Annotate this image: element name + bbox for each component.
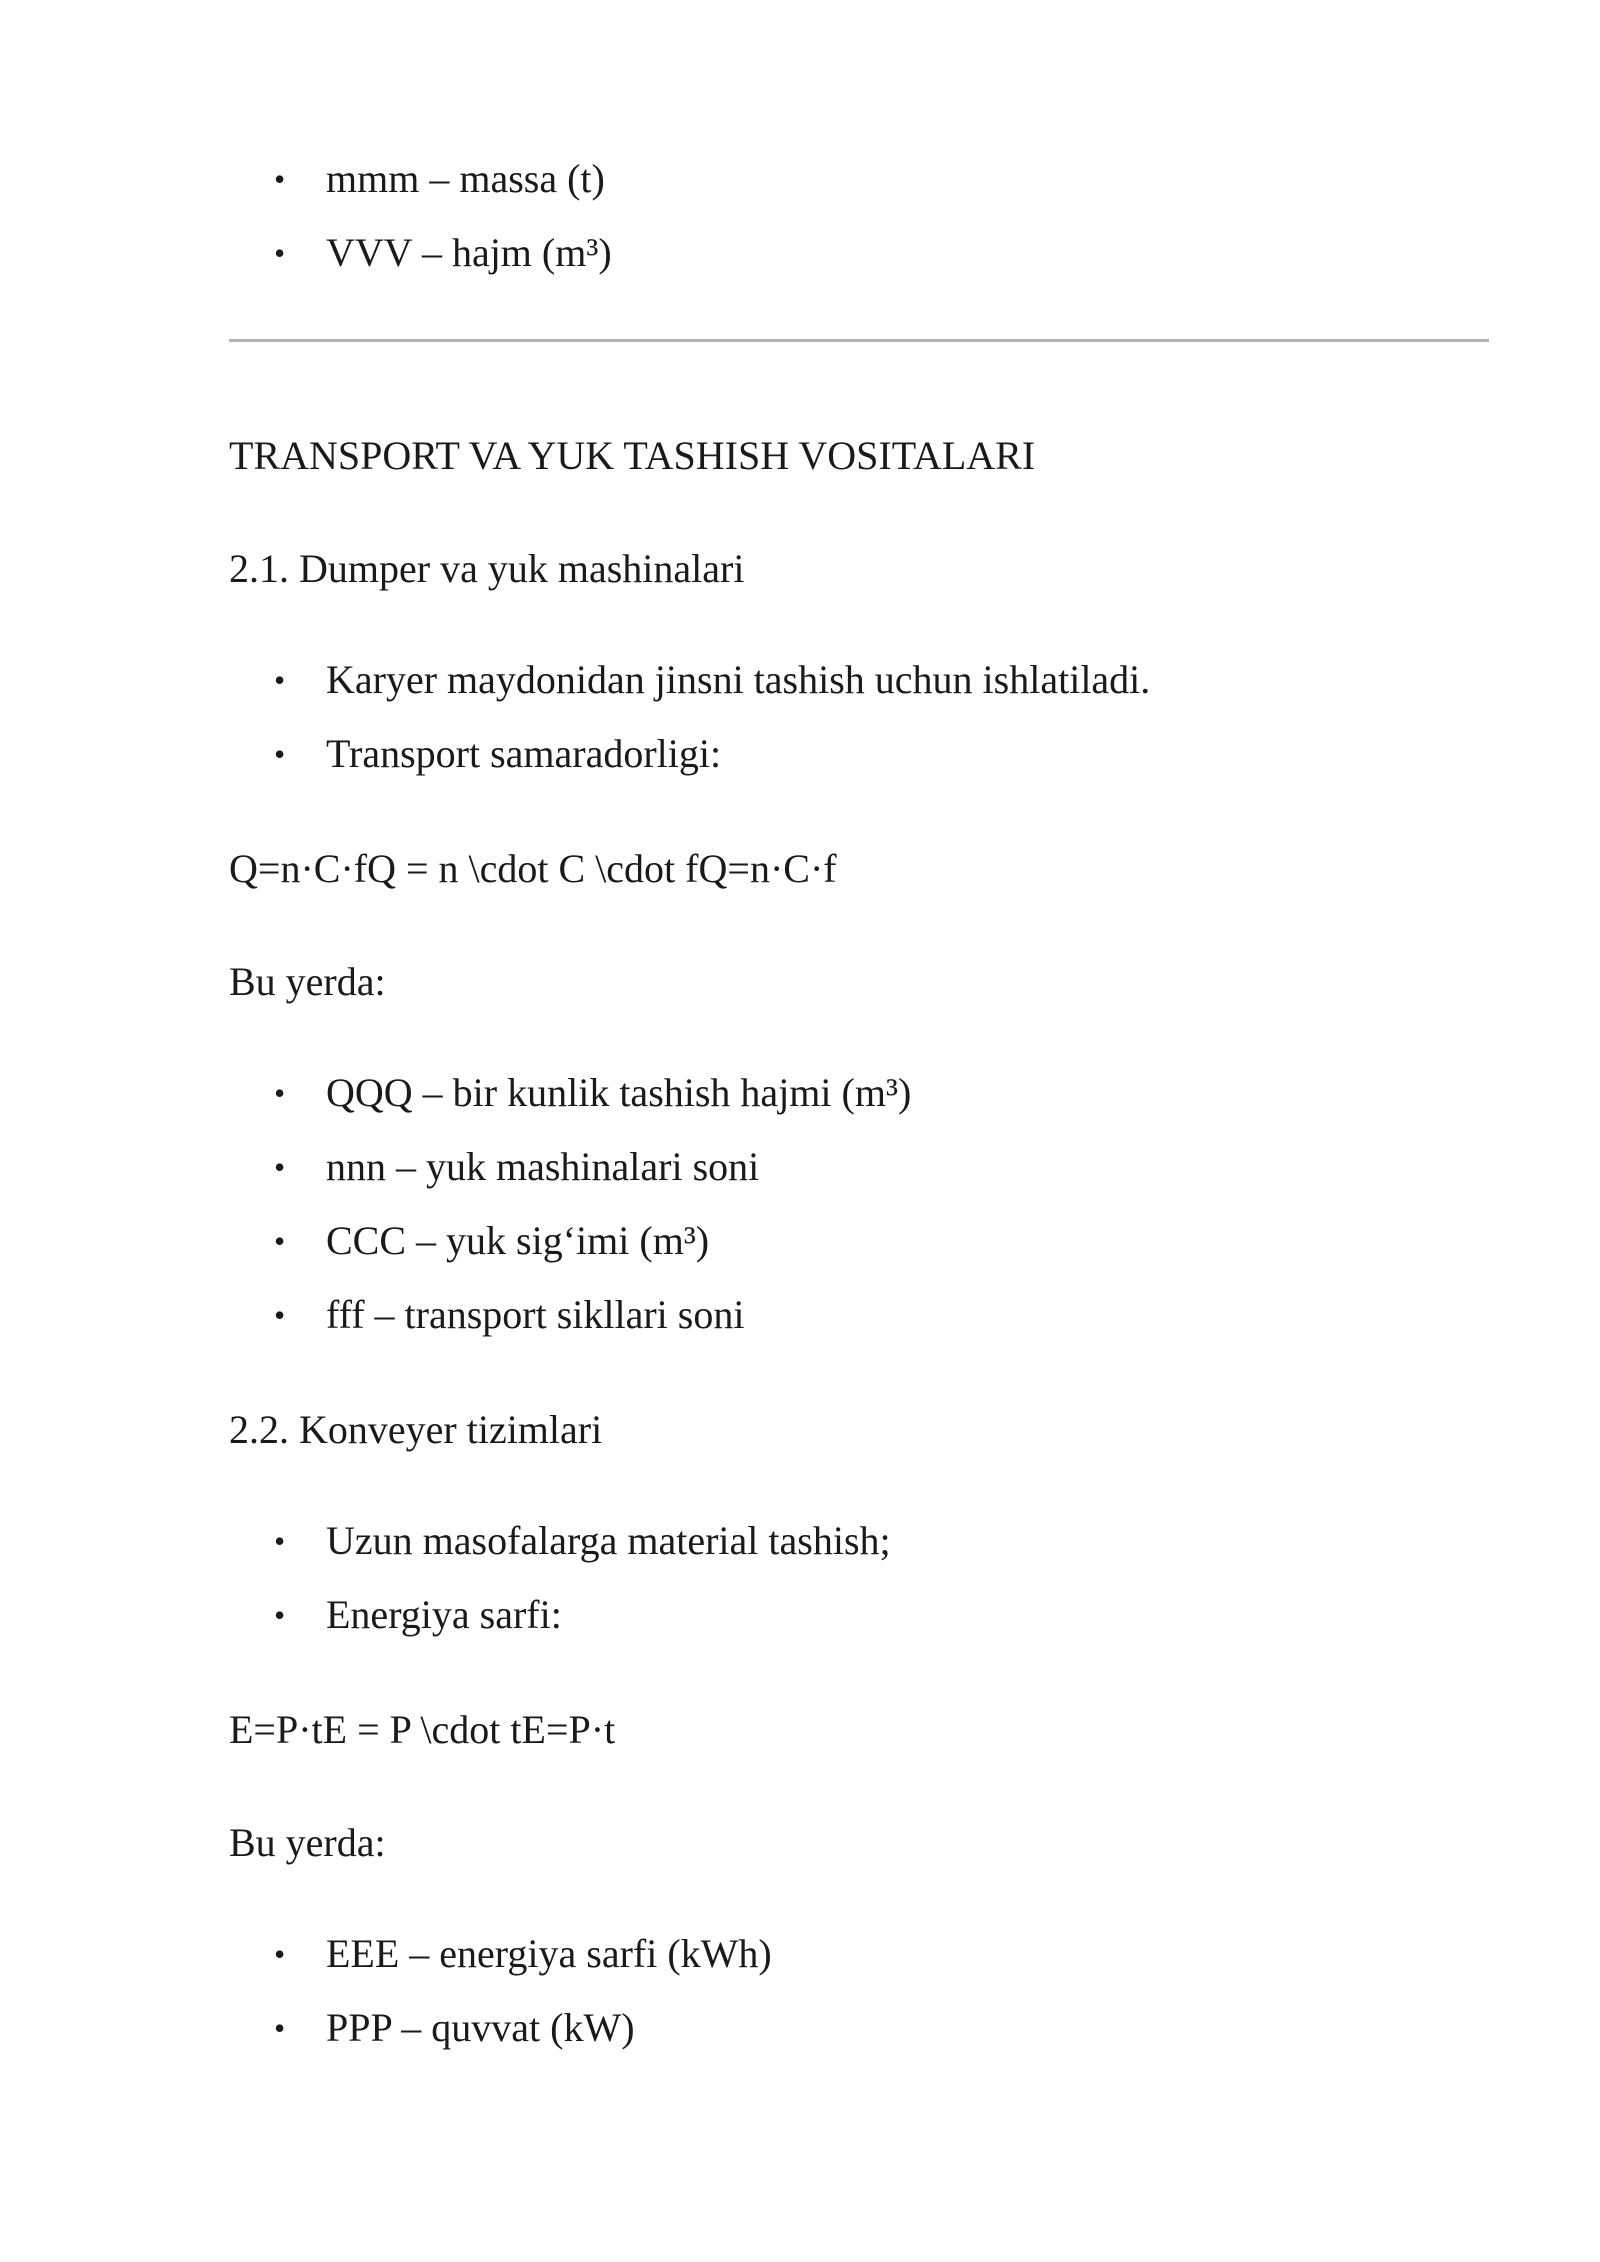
horizontal-divider [229,339,1489,342]
bullet-icon: • [274,1149,286,1185]
bullet-icon: • [274,662,286,698]
subsection-heading-2-2: 2.2. Konveyer tizimlari [229,1407,603,1452]
bullet-icon: • [274,161,286,197]
bullet-icon: • [274,1075,286,1111]
bullet-icon: • [274,1523,286,1559]
bullet-icon: • [274,736,286,772]
document-page: • mmm – massa (t) • VVV – hajm (m³) TRANSPORT VA YUK TASHISH VOSITALARI 2.1. Dumper va yuk mashinalari • Karyer maydonidan jinsni tashish uchun ishlatiladi. • Transport samaradorligi: Q=n·C·fQ = n \cdot C \cdot fQ=n·C·f Bu yerda: • QQQ – bir kunlik tashish hajmi (m³) • nnn – yuk mashinalari soni • CCC – yuk sig‘imi (m³) • fff – transport sikllari soni 2.2. Konveyer tizimlari • Uzun masofalarga material tashish; • Energiya sarfi: E=P·tE = P \cdot tE=P·t Bu yerda: • EEE – energiya sarfi (kWh) • PPP – quvvat (kW) [0,0,1600,2262]
bullet-icon: • [274,2010,286,2046]
where-label: Bu yerda: [229,1820,386,1865]
bullet-icon: • [274,1936,286,1972]
bullet-icon: • [274,1223,286,1259]
section-title: TRANSPORT VA YUK TASHISH VOSITALARI [229,433,1036,478]
formula-energy: E=P·tE = P \cdot tE=P·t [229,1707,616,1752]
bullet-icon: • [274,1597,286,1633]
bullet-icon: • [274,1297,286,1333]
formula-transport: Q=n·C·fQ = n \cdot C \cdot fQ=n·C·f [229,846,837,891]
subsection-heading-2-1: 2.1. Dumper va yuk mashinalari [229,546,745,591]
bullet-icon: • [274,235,286,271]
where-label: Bu yerda: [229,959,386,1004]
